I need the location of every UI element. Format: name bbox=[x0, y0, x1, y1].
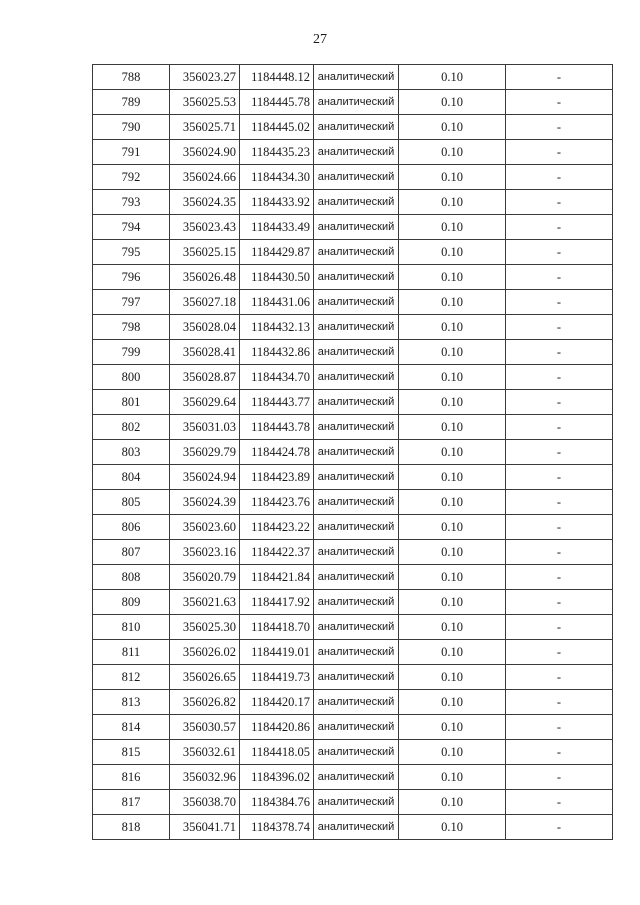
y-coordinate-cell: 1184396.02 bbox=[240, 765, 314, 790]
table-row bbox=[93, 390, 613, 415]
y-coordinate-cell: 1184443.77 bbox=[240, 390, 314, 415]
note-cell: - bbox=[506, 440, 613, 465]
table-row bbox=[93, 115, 613, 140]
table-row bbox=[93, 365, 613, 390]
y-coordinate-cell: 1184430.50 bbox=[240, 265, 314, 290]
x-coordinate-cell: 356027.18 bbox=[170, 290, 240, 315]
method-cell: аналитический bbox=[314, 65, 399, 90]
point-number-cell: 810 bbox=[93, 615, 170, 640]
x-coordinate-cell: 356024.94 bbox=[170, 465, 240, 490]
accuracy-cell: 0.10 bbox=[399, 665, 506, 690]
method-cell: аналитический bbox=[314, 165, 399, 190]
note-cell: - bbox=[506, 640, 613, 665]
point-number-cell: 797 bbox=[93, 290, 170, 315]
method-cell: аналитический bbox=[314, 315, 399, 340]
point-number-cell: 791 bbox=[93, 140, 170, 165]
y-coordinate-cell: 1184434.30 bbox=[240, 165, 314, 190]
x-coordinate-cell: 356025.30 bbox=[170, 615, 240, 640]
method-cell: аналитический bbox=[314, 240, 399, 265]
accuracy-cell: 0.10 bbox=[399, 465, 506, 490]
x-coordinate-cell: 356028.04 bbox=[170, 315, 240, 340]
method-cell: аналитический bbox=[314, 190, 399, 215]
table-row bbox=[93, 665, 613, 690]
point-number-cell: 817 bbox=[93, 790, 170, 815]
method-cell: аналитический bbox=[314, 515, 399, 540]
method-cell: аналитический bbox=[314, 290, 399, 315]
table-row bbox=[93, 340, 613, 365]
accuracy-cell: 0.10 bbox=[399, 90, 506, 115]
note-cell: - bbox=[506, 815, 613, 840]
table-row bbox=[93, 540, 613, 565]
table-row bbox=[93, 215, 613, 240]
y-coordinate-cell: 1184435.23 bbox=[240, 140, 314, 165]
x-coordinate-cell: 356030.57 bbox=[170, 715, 240, 740]
method-cell: аналитический bbox=[314, 140, 399, 165]
point-number-cell: 806 bbox=[93, 515, 170, 540]
accuracy-cell: 0.10 bbox=[399, 565, 506, 590]
accuracy-cell: 0.10 bbox=[399, 690, 506, 715]
method-cell: аналитический bbox=[314, 465, 399, 490]
table-row bbox=[93, 415, 613, 440]
method-cell: аналитический bbox=[314, 490, 399, 515]
table-row bbox=[93, 190, 613, 215]
y-coordinate-cell: 1184378.74 bbox=[240, 815, 314, 840]
point-number-cell: 807 bbox=[93, 540, 170, 565]
accuracy-cell: 0.10 bbox=[399, 715, 506, 740]
method-cell: аналитический bbox=[314, 565, 399, 590]
note-cell: - bbox=[506, 665, 613, 690]
accuracy-cell: 0.10 bbox=[399, 165, 506, 190]
x-coordinate-cell: 356026.48 bbox=[170, 265, 240, 290]
accuracy-cell: 0.10 bbox=[399, 440, 506, 465]
table-row bbox=[93, 240, 613, 265]
note-cell: - bbox=[506, 90, 613, 115]
note-cell: - bbox=[506, 465, 613, 490]
y-coordinate-cell: 1184433.49 bbox=[240, 215, 314, 240]
note-cell: - bbox=[506, 265, 613, 290]
point-number-cell: 816 bbox=[93, 765, 170, 790]
y-coordinate-cell: 1184418.70 bbox=[240, 615, 314, 640]
coordinates-table bbox=[92, 64, 613, 840]
accuracy-cell: 0.10 bbox=[399, 215, 506, 240]
point-number-cell: 811 bbox=[93, 640, 170, 665]
table-row bbox=[93, 565, 613, 590]
method-cell: аналитический bbox=[314, 790, 399, 815]
method-cell: аналитический bbox=[314, 740, 399, 765]
note-cell: - bbox=[506, 115, 613, 140]
accuracy-cell: 0.10 bbox=[399, 790, 506, 815]
x-coordinate-cell: 356025.71 bbox=[170, 115, 240, 140]
note-cell: - bbox=[506, 165, 613, 190]
accuracy-cell: 0.10 bbox=[399, 240, 506, 265]
table-row bbox=[93, 490, 613, 515]
point-number-cell: 796 bbox=[93, 265, 170, 290]
accuracy-cell: 0.10 bbox=[399, 290, 506, 315]
note-cell: - bbox=[506, 615, 613, 640]
point-number-cell: 799 bbox=[93, 340, 170, 365]
note-cell: - bbox=[506, 190, 613, 215]
note-cell: - bbox=[506, 515, 613, 540]
x-coordinate-cell: 356026.82 bbox=[170, 690, 240, 715]
x-coordinate-cell: 356024.90 bbox=[170, 140, 240, 165]
accuracy-cell: 0.10 bbox=[399, 140, 506, 165]
x-coordinate-cell: 356024.66 bbox=[170, 165, 240, 190]
y-coordinate-cell: 1184423.76 bbox=[240, 490, 314, 515]
table-row bbox=[93, 515, 613, 540]
accuracy-cell: 0.10 bbox=[399, 540, 506, 565]
note-cell: - bbox=[506, 490, 613, 515]
note-cell: - bbox=[506, 215, 613, 240]
table-row bbox=[93, 740, 613, 765]
accuracy-cell: 0.10 bbox=[399, 490, 506, 515]
point-number-cell: 805 bbox=[93, 490, 170, 515]
y-coordinate-cell: 1184423.22 bbox=[240, 515, 314, 540]
y-coordinate-cell: 1184434.70 bbox=[240, 365, 314, 390]
x-coordinate-cell: 356032.96 bbox=[170, 765, 240, 790]
note-cell: - bbox=[506, 290, 613, 315]
method-cell: аналитический bbox=[314, 615, 399, 640]
table-row bbox=[93, 440, 613, 465]
method-cell: аналитический bbox=[314, 690, 399, 715]
point-number-cell: 802 bbox=[93, 415, 170, 440]
note-cell: - bbox=[506, 415, 613, 440]
point-number-cell: 798 bbox=[93, 315, 170, 340]
x-coordinate-cell: 356029.79 bbox=[170, 440, 240, 465]
point-number-cell: 800 bbox=[93, 365, 170, 390]
x-coordinate-cell: 356023.60 bbox=[170, 515, 240, 540]
point-number-cell: 789 bbox=[93, 90, 170, 115]
x-coordinate-cell: 356025.15 bbox=[170, 240, 240, 265]
method-cell: аналитический bbox=[314, 640, 399, 665]
y-coordinate-cell: 1184433.92 bbox=[240, 190, 314, 215]
x-coordinate-cell: 356025.53 bbox=[170, 90, 240, 115]
point-number-cell: 813 bbox=[93, 690, 170, 715]
note-cell: - bbox=[506, 315, 613, 340]
y-coordinate-cell: 1184432.86 bbox=[240, 340, 314, 365]
x-coordinate-cell: 356032.61 bbox=[170, 740, 240, 765]
method-cell: аналитический bbox=[314, 365, 399, 390]
table-row bbox=[93, 715, 613, 740]
accuracy-cell: 0.10 bbox=[399, 365, 506, 390]
table-row bbox=[93, 590, 613, 615]
x-coordinate-cell: 356028.41 bbox=[170, 340, 240, 365]
accuracy-cell: 0.10 bbox=[399, 315, 506, 340]
point-number-cell: 815 bbox=[93, 740, 170, 765]
x-coordinate-cell: 356020.79 bbox=[170, 565, 240, 590]
point-number-cell: 804 bbox=[93, 465, 170, 490]
y-coordinate-cell: 1184429.87 bbox=[240, 240, 314, 265]
method-cell: аналитический bbox=[314, 540, 399, 565]
y-coordinate-cell: 1184431.06 bbox=[240, 290, 314, 315]
point-number-cell: 803 bbox=[93, 440, 170, 465]
x-coordinate-cell: 356023.27 bbox=[170, 65, 240, 90]
accuracy-cell: 0.10 bbox=[399, 190, 506, 215]
y-coordinate-cell: 1184420.17 bbox=[240, 690, 314, 715]
y-coordinate-cell: 1184417.92 bbox=[240, 590, 314, 615]
table-row bbox=[93, 165, 613, 190]
note-cell: - bbox=[506, 365, 613, 390]
y-coordinate-cell: 1184418.05 bbox=[240, 740, 314, 765]
y-coordinate-cell: 1184432.13 bbox=[240, 315, 314, 340]
y-coordinate-cell: 1184423.89 bbox=[240, 465, 314, 490]
table-row bbox=[93, 140, 613, 165]
point-number-cell: 795 bbox=[93, 240, 170, 265]
accuracy-cell: 0.10 bbox=[399, 515, 506, 540]
y-coordinate-cell: 1184424.78 bbox=[240, 440, 314, 465]
x-coordinate-cell: 356024.39 bbox=[170, 490, 240, 515]
table-row bbox=[93, 690, 613, 715]
y-coordinate-cell: 1184420.86 bbox=[240, 715, 314, 740]
table-row bbox=[93, 615, 613, 640]
method-cell: аналитический bbox=[314, 415, 399, 440]
y-coordinate-cell: 1184419.01 bbox=[240, 640, 314, 665]
note-cell: - bbox=[506, 715, 613, 740]
method-cell: аналитический bbox=[314, 115, 399, 140]
method-cell: аналитический bbox=[314, 815, 399, 840]
point-number-cell: 814 bbox=[93, 715, 170, 740]
point-number-cell: 788 bbox=[93, 65, 170, 90]
x-coordinate-cell: 356023.43 bbox=[170, 215, 240, 240]
point-number-cell: 808 bbox=[93, 565, 170, 590]
accuracy-cell: 0.10 bbox=[399, 415, 506, 440]
method-cell: аналитический bbox=[314, 90, 399, 115]
method-cell: аналитический bbox=[314, 390, 399, 415]
y-coordinate-cell: 1184419.73 bbox=[240, 665, 314, 690]
point-number-cell: 801 bbox=[93, 390, 170, 415]
point-number-cell: 794 bbox=[93, 215, 170, 240]
x-coordinate-cell: 356026.65 bbox=[170, 665, 240, 690]
note-cell: - bbox=[506, 340, 613, 365]
point-number-cell: 809 bbox=[93, 590, 170, 615]
accuracy-cell: 0.10 bbox=[399, 590, 506, 615]
accuracy-cell: 0.10 bbox=[399, 340, 506, 365]
accuracy-cell: 0.10 bbox=[399, 115, 506, 140]
point-number-cell: 792 bbox=[93, 165, 170, 190]
method-cell: аналитический bbox=[314, 715, 399, 740]
x-coordinate-cell: 356026.02 bbox=[170, 640, 240, 665]
accuracy-cell: 0.10 bbox=[399, 815, 506, 840]
x-coordinate-cell: 356028.87 bbox=[170, 365, 240, 390]
point-number-cell: 818 bbox=[93, 815, 170, 840]
x-coordinate-cell: 356029.64 bbox=[170, 390, 240, 415]
table-row bbox=[93, 265, 613, 290]
note-cell: - bbox=[506, 690, 613, 715]
table-row bbox=[93, 640, 613, 665]
table-row bbox=[93, 790, 613, 815]
x-coordinate-cell: 356041.71 bbox=[170, 815, 240, 840]
x-coordinate-cell: 356021.63 bbox=[170, 590, 240, 615]
note-cell: - bbox=[506, 390, 613, 415]
table-row bbox=[93, 465, 613, 490]
method-cell: аналитический bbox=[314, 215, 399, 240]
point-number-cell: 812 bbox=[93, 665, 170, 690]
y-coordinate-cell: 1184422.37 bbox=[240, 540, 314, 565]
accuracy-cell: 0.10 bbox=[399, 615, 506, 640]
table-row bbox=[93, 765, 613, 790]
y-coordinate-cell: 1184445.78 bbox=[240, 90, 314, 115]
y-coordinate-cell: 1184445.02 bbox=[240, 115, 314, 140]
accuracy-cell: 0.10 bbox=[399, 640, 506, 665]
note-cell: - bbox=[506, 740, 613, 765]
point-number-cell: 793 bbox=[93, 190, 170, 215]
accuracy-cell: 0.10 bbox=[399, 265, 506, 290]
note-cell: - bbox=[506, 590, 613, 615]
method-cell: аналитический bbox=[314, 665, 399, 690]
accuracy-cell: 0.10 bbox=[399, 390, 506, 415]
note-cell: - bbox=[506, 565, 613, 590]
x-coordinate-cell: 356031.03 bbox=[170, 415, 240, 440]
note-cell: - bbox=[506, 140, 613, 165]
point-number-cell: 790 bbox=[93, 115, 170, 140]
y-coordinate-cell: 1184421.84 bbox=[240, 565, 314, 590]
table-row bbox=[93, 90, 613, 115]
table-row bbox=[93, 315, 613, 340]
method-cell: аналитический bbox=[314, 340, 399, 365]
table-row bbox=[93, 815, 613, 840]
y-coordinate-cell: 1184448.12 bbox=[240, 65, 314, 90]
method-cell: аналитический bbox=[314, 590, 399, 615]
x-coordinate-cell: 356038.70 bbox=[170, 790, 240, 815]
x-coordinate-cell: 356023.16 bbox=[170, 540, 240, 565]
table-row bbox=[93, 290, 613, 315]
x-coordinate-cell: 356024.35 bbox=[170, 190, 240, 215]
method-cell: аналитический bbox=[314, 440, 399, 465]
accuracy-cell: 0.10 bbox=[399, 740, 506, 765]
note-cell: - bbox=[506, 65, 613, 90]
table-row bbox=[93, 65, 613, 90]
coordinates-table-body bbox=[93, 65, 613, 840]
note-cell: - bbox=[506, 790, 613, 815]
method-cell: аналитический bbox=[314, 765, 399, 790]
y-coordinate-cell: 1184384.76 bbox=[240, 790, 314, 815]
note-cell: - bbox=[506, 765, 613, 790]
page-number: 27 bbox=[313, 32, 327, 47]
note-cell: - bbox=[506, 240, 613, 265]
method-cell: аналитический bbox=[314, 265, 399, 290]
y-coordinate-cell: 1184443.78 bbox=[240, 415, 314, 440]
accuracy-cell: 0.10 bbox=[399, 765, 506, 790]
accuracy-cell: 0.10 bbox=[399, 65, 506, 90]
note-cell: - bbox=[506, 540, 613, 565]
